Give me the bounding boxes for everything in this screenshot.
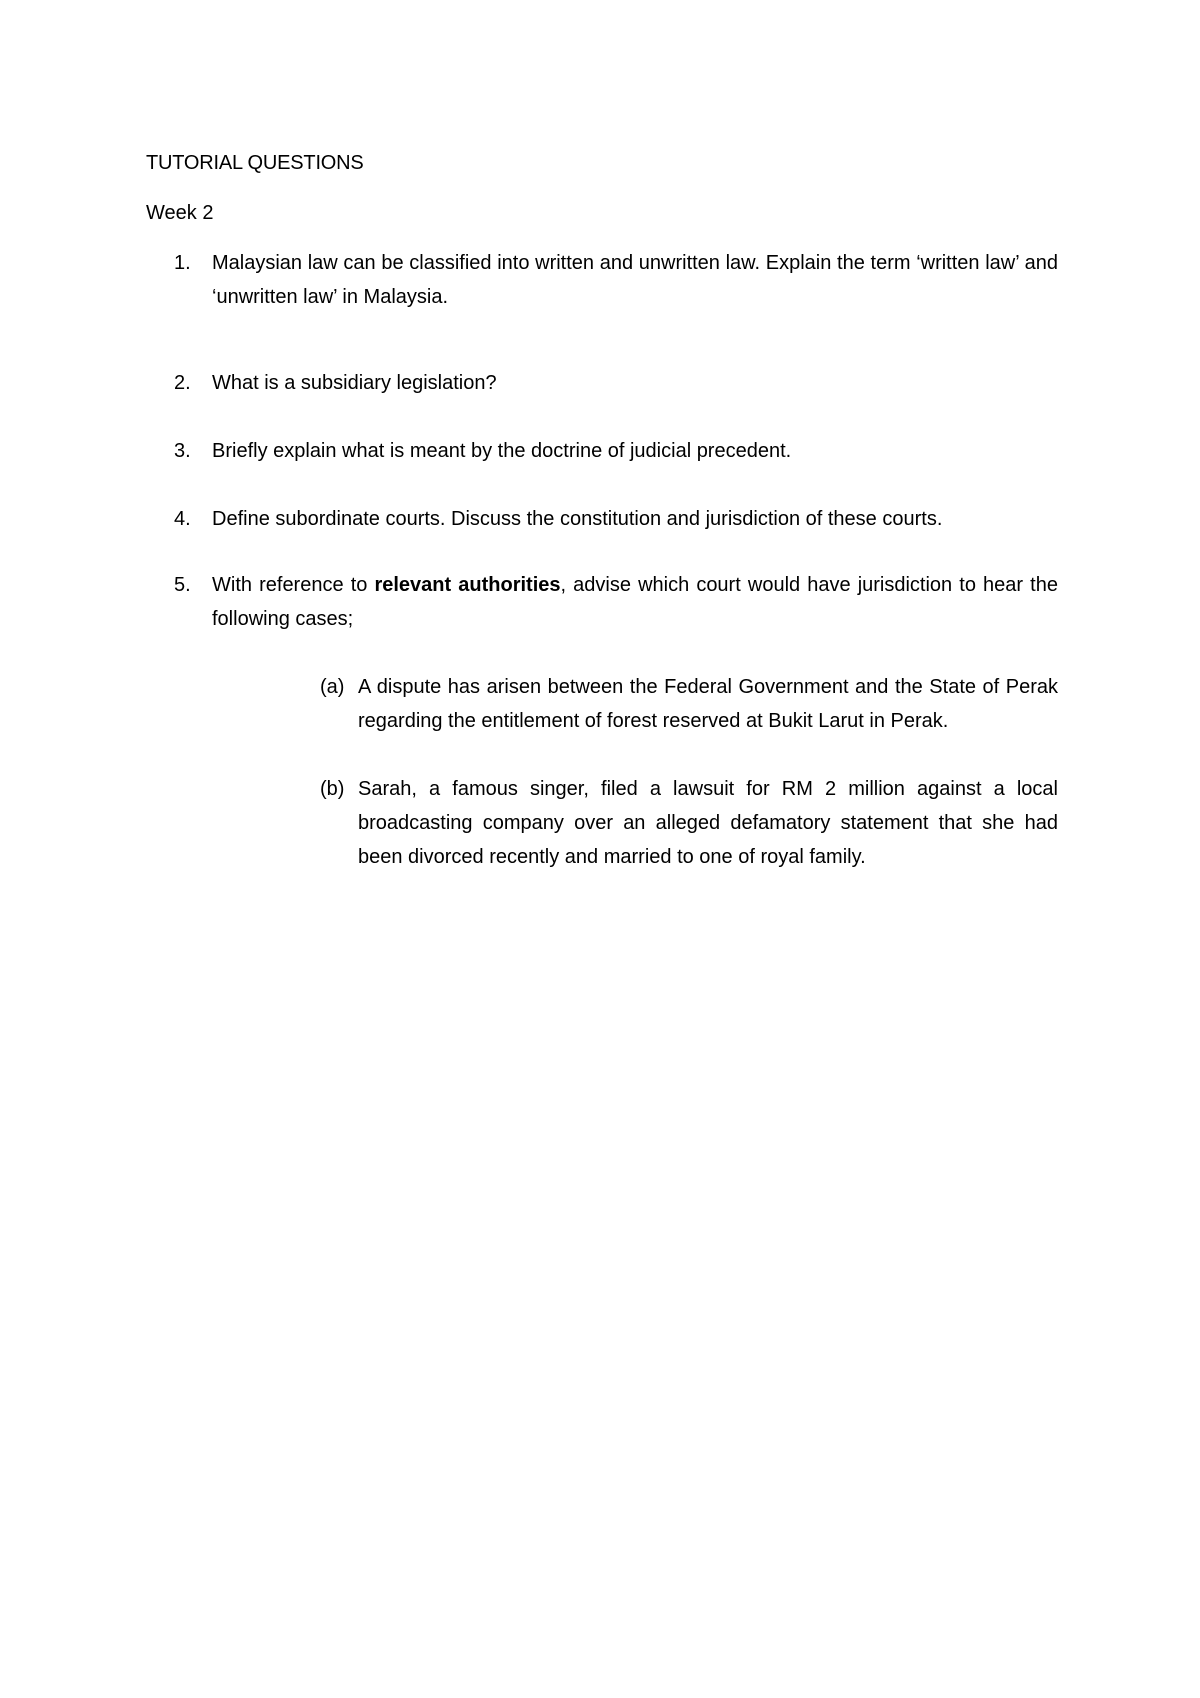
question-text: Briefly explain what is meant by the doctrine of judicial precedent. (212, 440, 792, 462)
question-number: 3. (174, 440, 191, 462)
question-number: 1. (174, 252, 191, 274)
question-1 (146, 246, 1058, 314)
sub-question-text: Sarah, a famous singer, filed a lawsuit for RM 2 million against a local broadcasting company over an alleged defamatory statement that she had been divorced recently and married to one of royal family. (358, 778, 1058, 868)
bold-phrase: relevant authorities (374, 574, 561, 596)
question-2 (146, 366, 1058, 400)
question-3 (146, 434, 1058, 468)
sub-question-list (212, 670, 1058, 874)
sub-question-text: A dispute has arisen between the Federal Government and the State of Perak regarding the entitlement of forest reserved at Bukit Larut in Perak. (358, 676, 1058, 732)
question-5 (146, 568, 1058, 874)
question-text: Malaysian law can be classified into written and unwritten law. Explain the term ‘written law’ and ‘unwritten law’ in Malaysia. (212, 252, 1058, 308)
document-title: TUTORIAL QUESTIONS (146, 152, 364, 174)
question-text: What is a subsidiary legislation? (212, 372, 497, 394)
sub-question-a (212, 670, 1058, 738)
sub-question-letter: (b) (320, 778, 345, 800)
sub-question-b (212, 772, 1058, 874)
document-content (146, 146, 1058, 874)
question-number: 5. (174, 574, 191, 596)
question-text: Define subordinate courts. Discuss the constitution and jurisdiction of these courts. (212, 508, 943, 530)
question-text (212, 568, 1058, 636)
sub-question-letter: (a) (320, 676, 345, 698)
question-number: 4. (174, 508, 191, 530)
question-text-before: With reference to (212, 574, 375, 596)
question-list (146, 246, 1058, 874)
question-number: 2. (174, 372, 191, 394)
week-heading: Week 2 (146, 202, 214, 224)
question-text-after: , advise which court would have jurisdiction to hear the following cases; (212, 574, 1058, 630)
question-4 (146, 502, 1058, 536)
